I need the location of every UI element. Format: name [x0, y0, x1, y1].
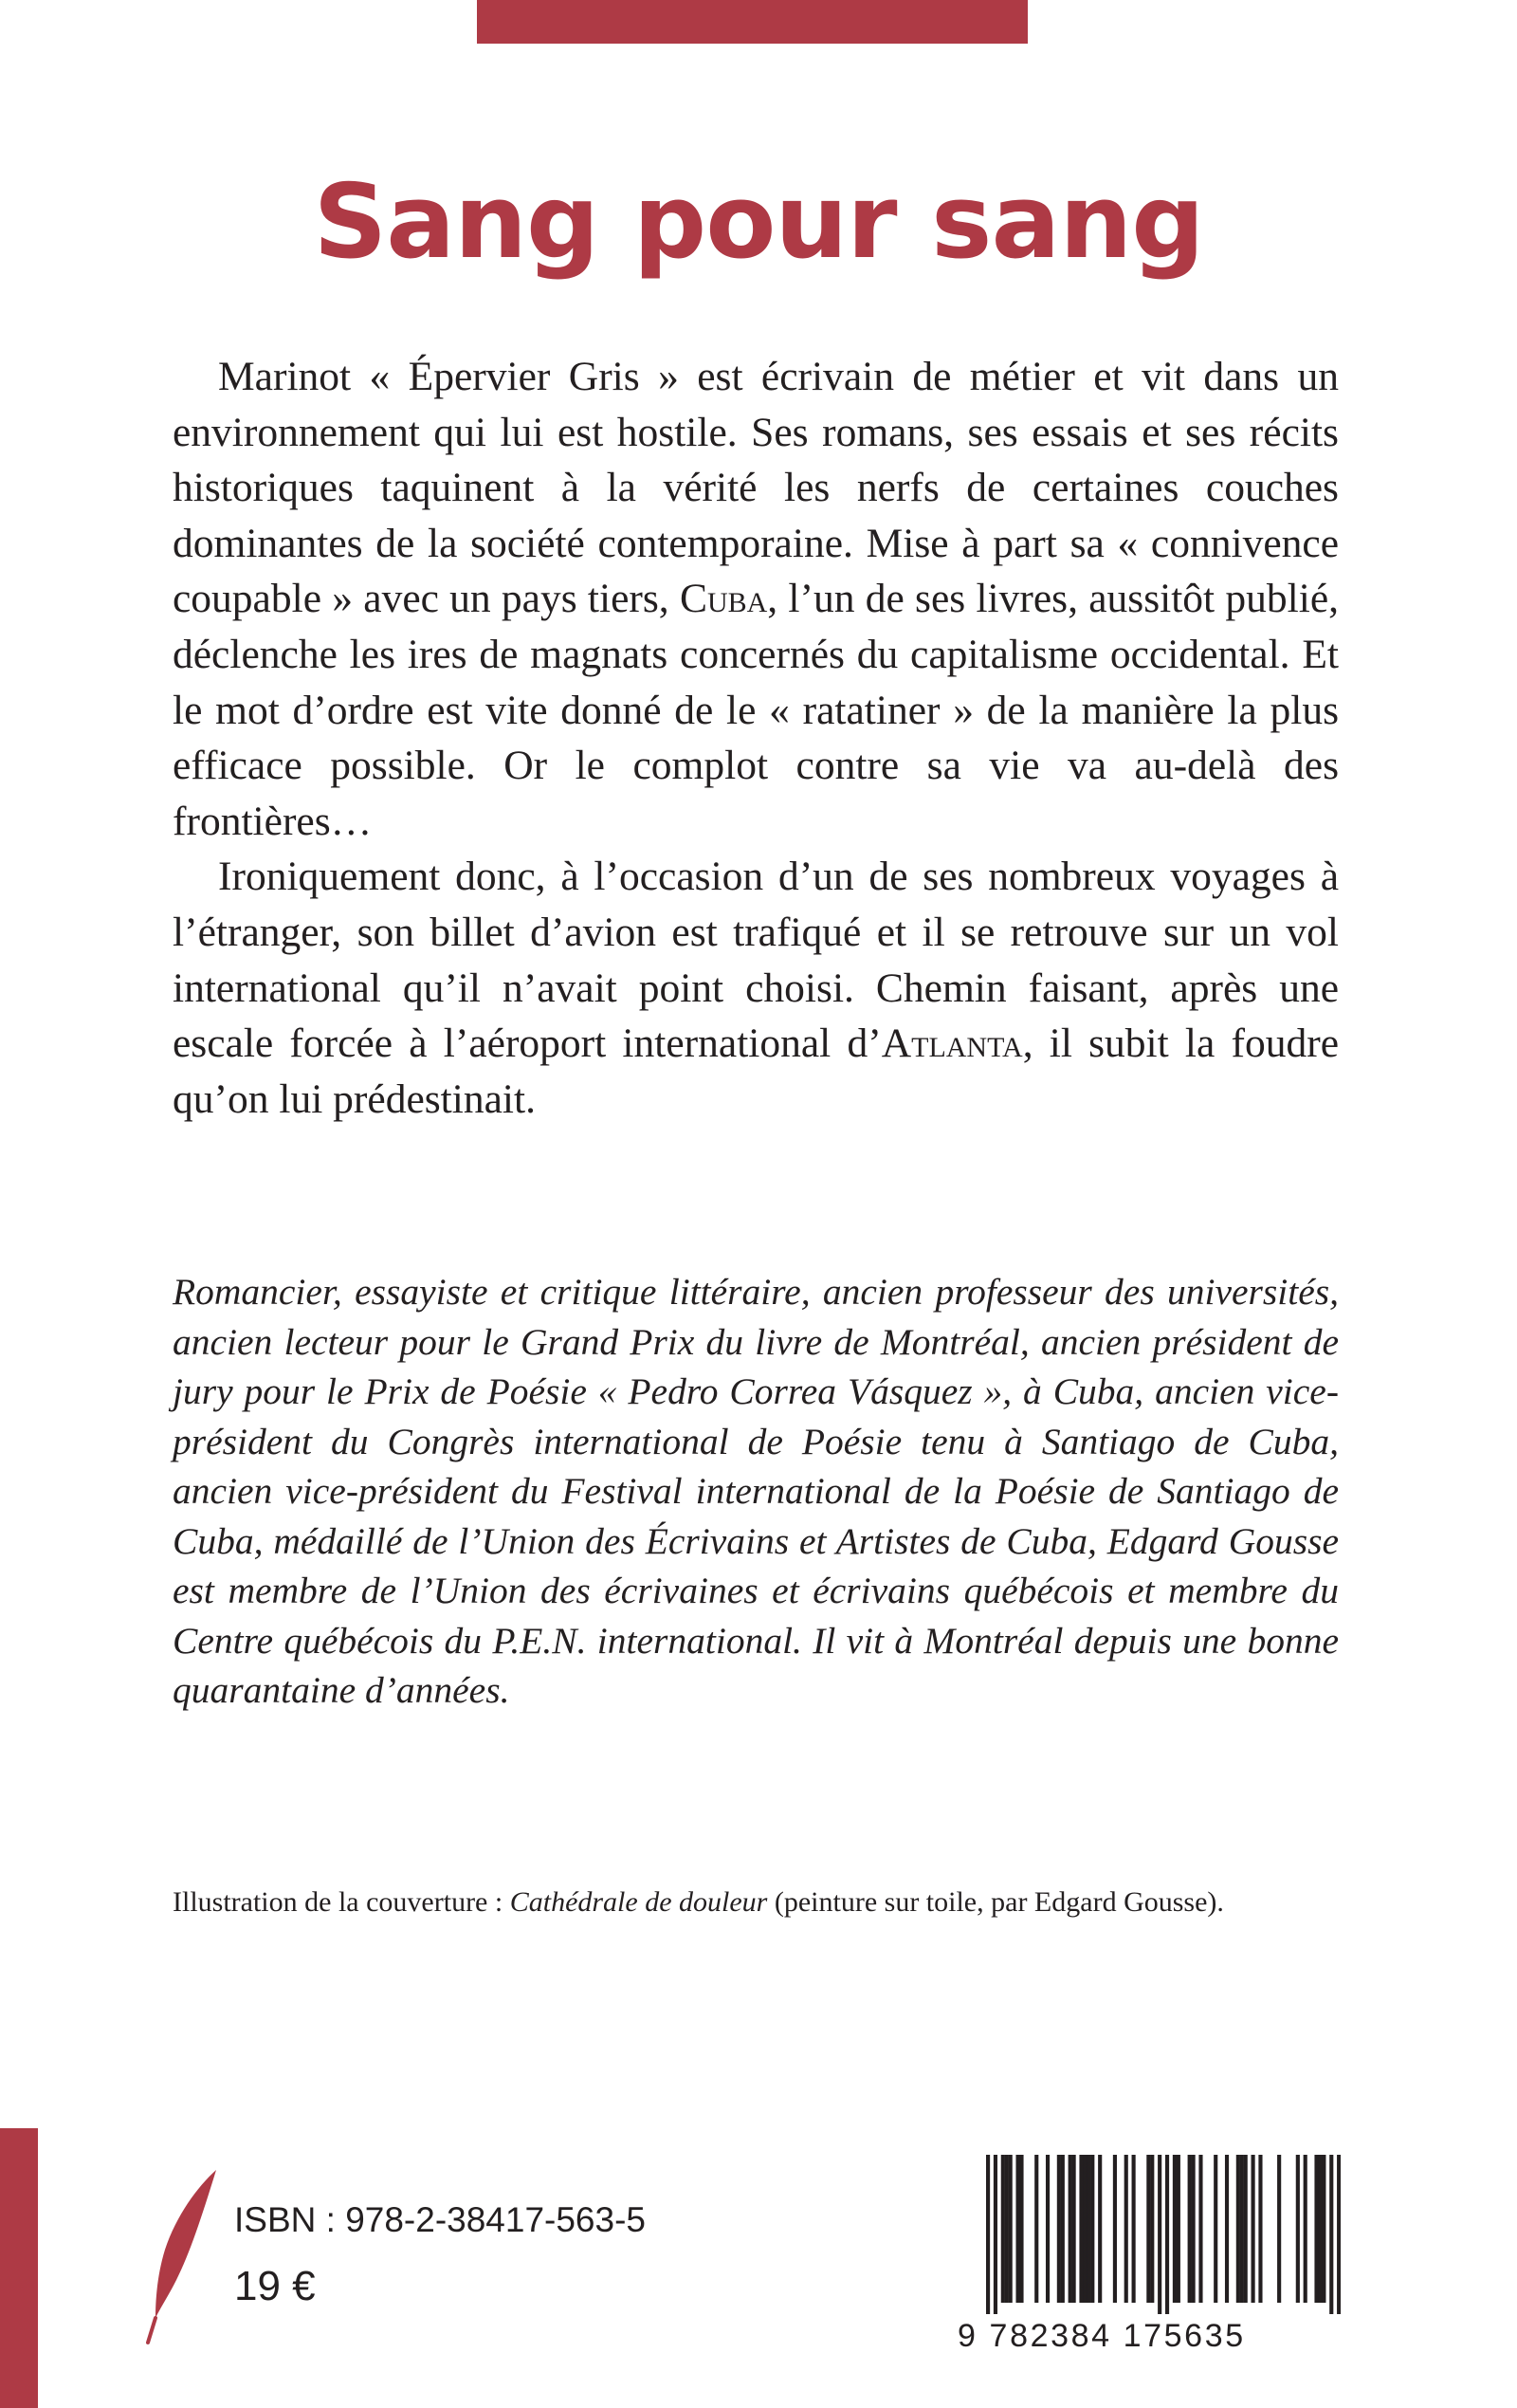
- barcode-bar: [1019, 2155, 1023, 2303]
- barcode-bar: [1090, 2155, 1094, 2303]
- synopsis: [173, 349, 1339, 1127]
- barcode-bar: [1005, 2155, 1009, 2303]
- barcode-bar: [1198, 2155, 1202, 2303]
- barcode-bar: [1057, 2155, 1061, 2303]
- barcode-bar: [1098, 2155, 1102, 2303]
- author-bio: Romancier, essayiste et critique littéraire, ancien professeur des universités, ancien lecteur pour le Grand Prix du livre de Montréal, ancien président de jury pour le Prix de Poésie « Pedro Correa Vásquez », à Cuba, ancien vice-président du Congrès international de Poésie tenu à Santiago de Cuba, ancien vice-président du Festival international de la Poésie de Santiago de Cuba, médaillé de l’Union des Écrivains et Artistes de Cuba, Edgard Gousse est membre de l’Union des écrivaines et écrivains québécois et membre du Centre québécois du P.E.N. international. Il vit à Montréal depuis une bonne quarantaine d’années.: [173, 1271, 1339, 1711]
- city-name: Atlanta: [881, 1020, 1023, 1067]
- barcode-bar: [1046, 2155, 1050, 2303]
- credit-prefix: Illustration de la couverture :: [173, 1886, 510, 1918]
- barcode-bar: [1240, 2155, 1244, 2303]
- barcode-bar: [1015, 2155, 1019, 2303]
- barcode-bar: [1165, 2155, 1169, 2314]
- barcode-bar: [1322, 2155, 1325, 2303]
- barcode-bar: [1124, 2155, 1128, 2303]
- barcode-bar: [1177, 2155, 1180, 2303]
- barcode-bar: [1087, 2155, 1090, 2303]
- barcode-bar: [1252, 2155, 1255, 2303]
- book-title: Sang pour sang: [313, 163, 1204, 282]
- barcode-bar: [1214, 2155, 1217, 2303]
- barcode-bar: [1150, 2155, 1154, 2303]
- barcode-bar: [994, 2155, 997, 2314]
- price: 19 €: [234, 2263, 316, 2309]
- barcode-bar: [1314, 2155, 1318, 2303]
- barcode-bar: [1304, 2155, 1307, 2303]
- barcode-bar: [1034, 2155, 1038, 2303]
- barcode-bar: [1236, 2155, 1240, 2303]
- barcode-bar: [1158, 2155, 1161, 2314]
- barcode-bar: [1061, 2155, 1065, 2303]
- barcode-bar: [986, 2155, 990, 2314]
- barcode-bar: [1173, 2155, 1177, 2303]
- barcode-bar: [1113, 2155, 1117, 2303]
- barcode-bars: [986, 2155, 1341, 2314]
- barcode-bar: [1192, 2155, 1196, 2303]
- barcode-bar: [1258, 2155, 1262, 2303]
- barcode-bar: [1146, 2155, 1150, 2303]
- synopsis-text: Ironiquement donc, à l’occasion d’un de ses nombreux voyages à l’étranger, son billet d’avion est trafiqué et il se retrouve sur un vol international qu’il n’avait point choisi. Chemin faisant, après une escale forcée à l’aéroport international d’: [173, 854, 1339, 1067]
- synopsis-text: , l’un de ses livres, aussitôt publié, déclenche les ires de magnats concernés du capitalisme occidental. Et le mot d’ordre est vite donné de le « ratatiner » de la manière la plus efficace possible. Or le complot contre sa vie va au-delà des frontières…: [173, 576, 1340, 844]
- barcode-bar: [1188, 2155, 1192, 2303]
- barcode-bar: [1083, 2155, 1087, 2303]
- synopsis-text: , il subit la foudre qu’on lui prédestinait.: [173, 1020, 1339, 1122]
- barcode-bar: [1225, 2155, 1229, 2303]
- country-name: Cuba: [679, 576, 768, 622]
- credit-suffix: (peinture sur toile, par Edgard Gousse).: [767, 1886, 1224, 1918]
- side-accent-bar: [0, 2128, 38, 2408]
- barcode-bar: [1277, 2155, 1281, 2303]
- barcode-bar: [1072, 2155, 1076, 2303]
- barcode-bar: [1132, 2155, 1136, 2303]
- synopsis-paragraph-1: [173, 349, 1339, 849]
- isbn: ISBN : 978-2-38417-563-5: [234, 2200, 646, 2239]
- synopsis-text: Marinot « Épervier Gris » est écrivain de métier et vit dans un environnement qui lui est hostile. Ses romans, ses essais et ses récits historiques taquinent à la vérité les nerfs de certaines couches dominantes de la société contemporaine. Mise à part sa « connivence coupable » avec un pays tiers,: [173, 354, 1339, 622]
- barcode-bar: [1296, 2155, 1300, 2303]
- barcode-digits: 9 782384 175635: [958, 2318, 1246, 2354]
- barcode-bar: [1079, 2155, 1083, 2303]
- top-accent-bar: [477, 0, 1028, 44]
- illustration-credit: [173, 1884, 1367, 1921]
- synopsis-paragraph-2: [173, 849, 1339, 1127]
- barcode-bar: [1337, 2155, 1341, 2314]
- barcode-bar: [1001, 2155, 1005, 2303]
- barcode-bar: [1318, 2155, 1322, 2303]
- barcode-bar: [1009, 2155, 1013, 2303]
- barcode-bar: [1069, 2155, 1072, 2303]
- barcode-bar: [1244, 2155, 1248, 2303]
- barcode-bar: [1329, 2155, 1333, 2314]
- credit-work-title: Cathédrale de douleur: [509, 1886, 768, 1918]
